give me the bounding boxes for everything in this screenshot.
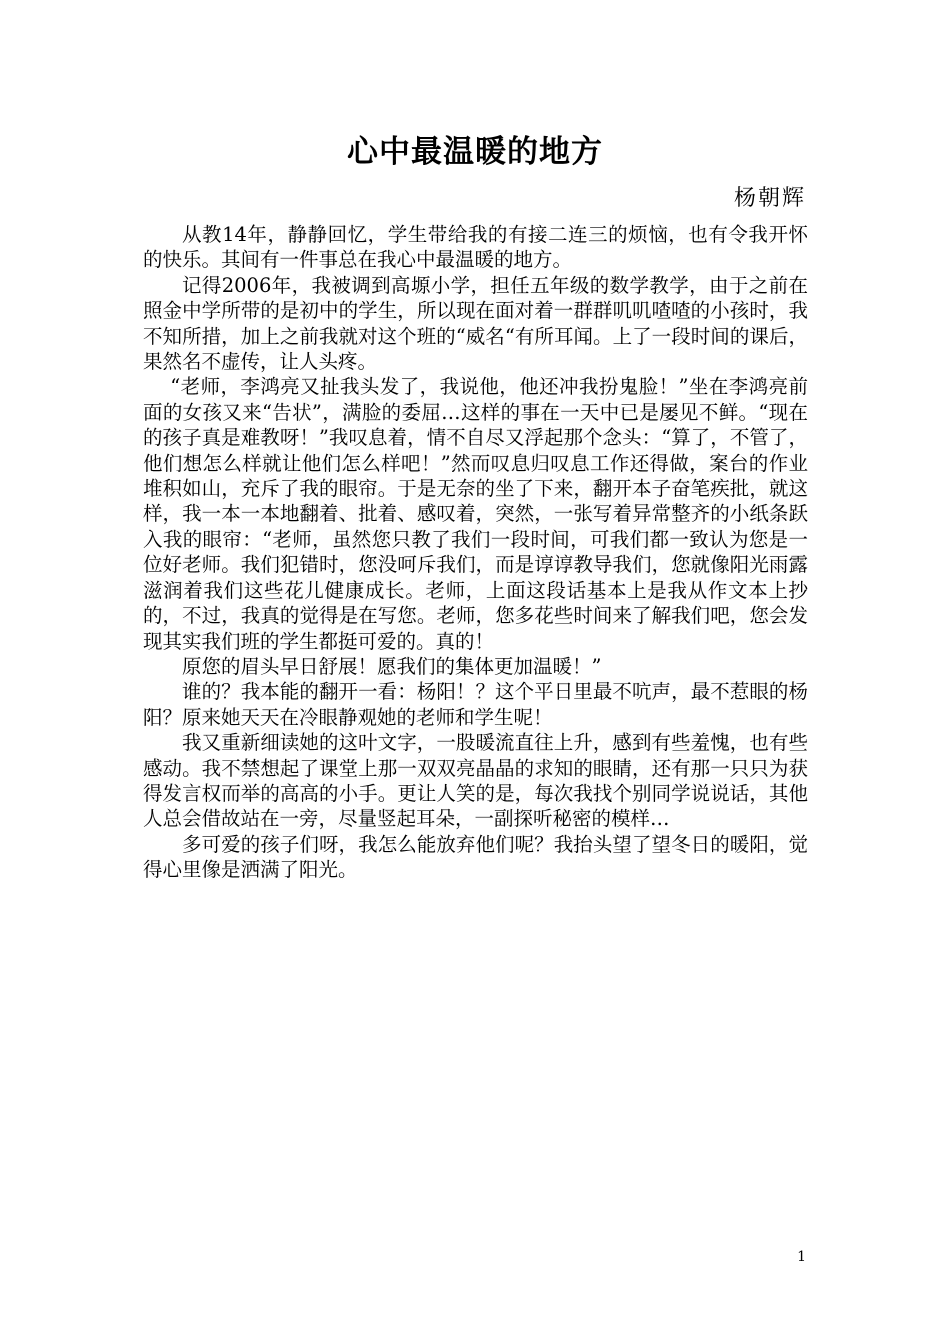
- author-name: 杨朝辉: [733, 186, 806, 211]
- paragraph: 我又重新细读她的这叶文字，一股暖流直往上升，感到有些羞愧，也有些感动。我不禁想起了课堂上那一双双亮晶晶的求知的眼睛，还有那一只只为获得发言权而举的高高的小手。更让人笑的是，每次我找个别同学说说话，其他人总会借故站在一旁，尽量竖起耳朵，一副探听秘密的模样…: [143, 731, 808, 831]
- paragraph: 从教14年，静静回忆，学生带给我的有接二连三的烦恼，也有令我开怀的快乐。其间有一件事总在我心中最温暖的地方。: [143, 223, 808, 272]
- document-body: [143, 222, 808, 883]
- paragraph: 原您的眉头早日舒展！愿我们的集体更加温暖！”: [182, 654, 602, 678]
- paragraph: “老师，李鸿亮又扯我头发了，我说他，他还冲我扮鬼脸！”坐在李鸿亮前面的女孩又来“告状”，满脸的委屈…这样的事在一天中已是屡见不鲜。“现在的孩子真是难教呀！”我叹息着，情不自尽又浮起那个念头：“算了，不管了，他们想怎么样就让他们怎么样吧！”然而叹息归叹息工作还得做，案台的作业堆积如山，充斥了我的眼帘。于是无奈的坐了下来，翻开本子奋笔疾批，就这样，我一本一本地翻着、批着、感叹着，突然，一张写着异常整齐的小纸条跃入我的眼帘：“老师，虽然您只教了我们一段时间，可我们都一致认为您是一位好老师。我们犯错时，您没呵斥我们，而是谆谆教导我们，您就像阳光雨露滋润着我们这些花儿健康成长。老师，上面这段话基本上是我从作文本上抄的，不过，我真的觉得是在写您。老师，您多花些时间来了解我们吧，您会发现其实我们班的学生都挺可爱的。真的！: [143, 375, 808, 653]
- paragraph: 谁的？我本能的翻开一看：杨阳！？这个平日里最不吭声，最不惹眼的杨阳？原来她天天在冷眼静观她的老师和学生呢！: [143, 680, 808, 729]
- paragraph: 记得2006年，我被调到高塬小学，担任五年级的数学教学，由于之前在照金中学所带的是初中的学生，所以现在面对着一群群叽叽喳喳的小孩时，我不知所措，加上之前我就对这个班的“威名“有所耳闻。上了一段时间的课后，果然名不虚传，让人头疼。: [143, 273, 808, 374]
- paragraph: 多可爱的孩子们呀，我怎么能放弃他们呢？我抬头望了望冬日的暖阳，觉得心里像是洒满了阳光。: [143, 832, 808, 882]
- page-number: 1: [797, 1249, 806, 1265]
- document-title: 心中最温暖的地方: [347, 134, 603, 170]
